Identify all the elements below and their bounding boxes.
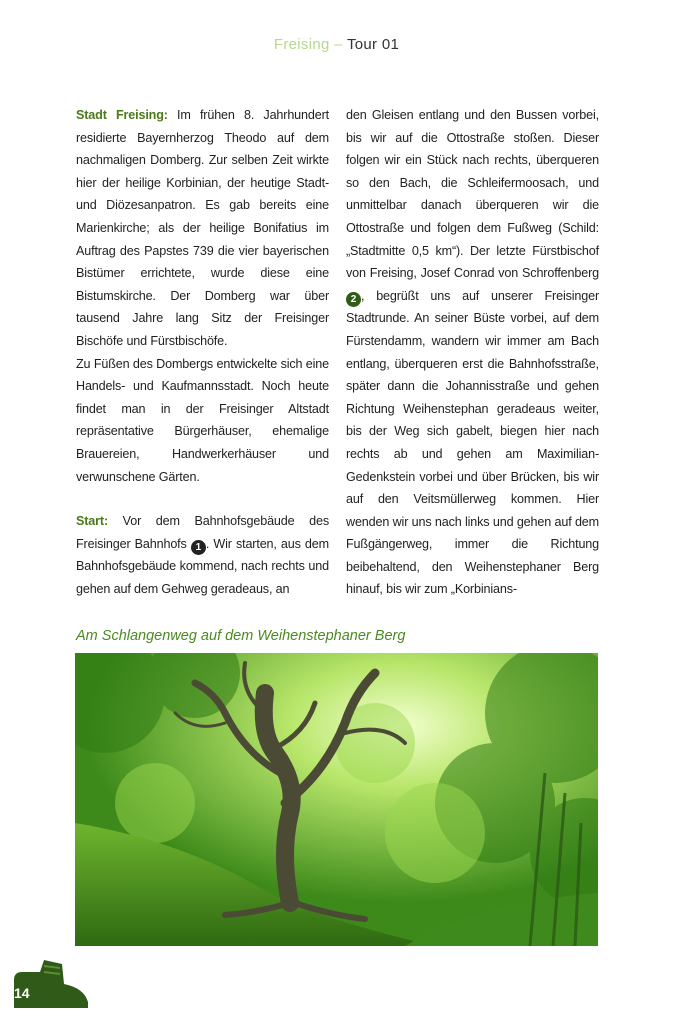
paragraph-text: Vor dem Bahnhofsgebäude des Freisinger Bahnhofs [76,514,329,551]
right-column [346,104,599,601]
waypoint-marker-1: 1 [191,540,206,555]
photo-caption: Am Schlangenweg auf dem Weihenstephaner Berg [76,628,406,644]
paragraph-text: den Gleisen entlang und den Bussen vorbei, bis wir auf die Ottostraße stoßen. Dieser folgen wir ein Stück nach rechts, überqueren so den Bach, die Schleifermoosach, und unmittelbar danach überqueren wir die Ottostraße und folgen dem Fußweg (Schild: „Stadtmitte 0,5 km“). Der letzte Fürstbischof von Freising, Josef Conrad von Schroffenberg [346,108,599,281]
paragraph-text: Im frühen 8. Jahrhundert residierte Bayernherzog Theodo auf dem nachmaligen Domberg. Zur selben Zeit wirkte hier der heilige Korbinian, der heutige Stadt- und Diözesanpatron. Es gab bereits eine Marienkirche; als der heilige Bonifatius im Auftrag des Papstes 739 die vier bayerischen Bistümer errichtete, wurde diese eine Bistumskirche. Der Domberg war über tausend Jahre lang Sitz der Freisinger Bischöfe und Fürstbischöfe. [76,108,329,348]
page-number: 14 [14,985,30,1001]
waypoint-marker-2: 2 [346,292,361,307]
running-header [0,36,673,53]
paragraph-route [346,104,599,601]
keyword-start: Start: [76,514,108,529]
forest-photo [75,653,598,946]
paragraph-handelsstadt: Zu Füßen des Dombergs entwickelte sich eine Handels- und Kaufmannsstadt. Noch heute findet man in der Freisinger Altstadt repräsentative Bürgerhäuser, ehemalige Brauereien, Handwerkerhäuser und verwunschene Gärten. [76,356,329,484]
keyword-stadt-freising: Stadt Freising: [76,108,168,122]
paragraph-text: , begrüßt uns auf unserer Freisinger Stadtrunde. An seiner Büste vorbei, auf dem Fürstendamm, wandern wir immer am Bach entlang, überqueren erst die Bahnhofsstraße, später dann die Johannisstraße und gehen Richtung Weihenstephan geradeaus weiter, bis der Weg sich gabelt, biegen hier nach rechts ab und gehen am Maximilian-Gedenkstein vorbei und über Brücken, bis wir auf den Veitsmüllerweg kommen. Hier wenden wir uns nach links und gehen auf dem Fußgängerweg, immer die Richtung beibehaltend, den Weihenstephaner Berg hinauf, bis wir zum „Korbinians- [346,288,599,597]
header-separator: – [334,36,343,53]
paragraph-text: . Wir starten, aus dem Bahnhofsgebäude kommend, nach rechts und gehen auf dem Gehweg geradeaus, an [76,536,329,596]
paragraph-start [76,510,329,600]
header-tour: Tour 01 [346,36,400,53]
left-column [76,104,329,600]
header-place: Freising [273,36,330,53]
paragraph-stadt-freising [76,104,329,353]
forest-illustration [75,653,598,946]
